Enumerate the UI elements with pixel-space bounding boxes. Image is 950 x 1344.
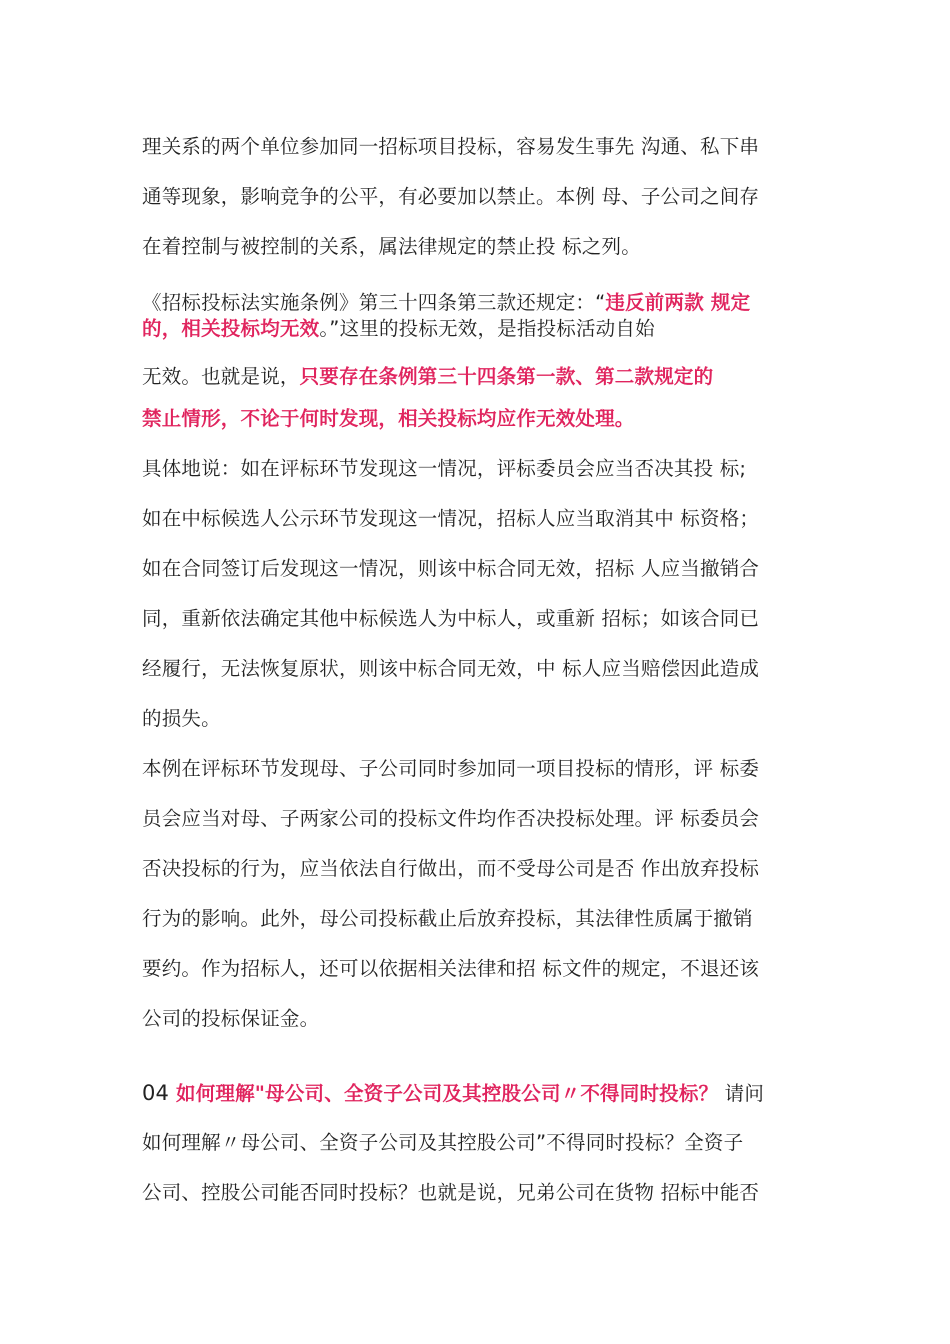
paragraph-line bbox=[142, 956, 822, 982]
body-text: 公司的投标保证金。 bbox=[142, 1007, 320, 1030]
paragraph-line bbox=[142, 364, 822, 390]
paragraph-line bbox=[142, 606, 822, 632]
section-number: 04 bbox=[142, 1081, 176, 1105]
body-text: 如何理解〃母公司、全资子公司及其控股公司”不得同时投标？全资子 bbox=[142, 1131, 744, 1154]
body-text: 如在合同签订后发现这一情况，则该中标合同无效，招标 人应当撤销合 bbox=[142, 557, 760, 580]
body-text: 。”这里的投标无效，是指投标活动自始 bbox=[319, 317, 655, 340]
body-text: 公司、控股公司能否同时投标？也就是说，兄弟公司在货物 招标中能否 bbox=[142, 1181, 760, 1204]
paragraph-line bbox=[142, 1180, 822, 1206]
body-text: 行为的影响。此外，母公司投标截止后放弃投标，其法律性质属于撤销 bbox=[142, 907, 753, 930]
body-text: 具体地说：如在评标环节发现这一情况，评标委员会应当否决其投 标; bbox=[142, 457, 747, 480]
paragraph-line bbox=[142, 406, 822, 432]
paragraph-line bbox=[142, 706, 822, 732]
body-text: 请问 bbox=[718, 1082, 765, 1105]
highlighted-text: 如何理解"母公司、全资子公司及其控股公司〃不得同时投标？ bbox=[176, 1082, 719, 1105]
section-heading-line bbox=[142, 1080, 822, 1107]
body-text: 如在中标候选人公示环节发现这一情况，招标人应当取消其中 标资格； bbox=[142, 507, 760, 530]
highlighted-text: 的，相关投标均无效 bbox=[142, 317, 320, 340]
body-text: 无效。也就是说， bbox=[142, 365, 300, 388]
body-text: 否决投标的行为，应当依法自行做出，而不受母公司是否 作出放弃投标 bbox=[142, 857, 760, 880]
paragraph-line bbox=[142, 1006, 822, 1032]
body-text: 理关系的两个单位参加同一招标项目投标，容易发生事先 沟通、私下串 bbox=[142, 135, 760, 158]
highlighted-text: 禁止情形，不论于何时发现，相关投标均应作无效处理。 bbox=[142, 407, 635, 430]
paragraph-line bbox=[142, 1130, 822, 1156]
paragraph-line bbox=[142, 316, 822, 342]
paragraph-line bbox=[142, 556, 822, 582]
body-text: 通等现象，影响竞争的公平，有必要加以禁止。本例 母、子公司之间存 bbox=[142, 185, 760, 208]
paragraph-line bbox=[142, 756, 822, 782]
paragraph-line bbox=[142, 134, 822, 160]
body-text: 《招标投标法实施条例》第三十四条第三款还规定：“ bbox=[142, 291, 606, 314]
paragraph-line bbox=[142, 234, 822, 260]
paragraph-line bbox=[142, 856, 822, 882]
paragraph-line bbox=[142, 290, 822, 316]
body-text: 要约。作为招标人，还可以依据相关法律和招 标文件的规定，不退还该 bbox=[142, 957, 760, 980]
body-text: 员会应当对母、子两家公司的投标文件均作否决投标处理。评 标委员会 bbox=[142, 807, 760, 830]
paragraph-line bbox=[142, 806, 822, 832]
body-text: 同，重新依法确定其他中标候选人为中标人，或重新 招标；如该合同已 bbox=[142, 607, 760, 630]
highlighted-text: 只要存在条例第三十四条第一款、第二款规定的 bbox=[299, 365, 714, 388]
paragraph-line bbox=[142, 184, 822, 210]
body-text: 在着控制与被控制的关系，属法律规定的禁止投 标之列。 bbox=[142, 235, 641, 258]
paragraph-line bbox=[142, 656, 822, 682]
body-text: 本例在评标环节发现母、子公司同时参加同一项目投标的情形，评 标委 bbox=[142, 757, 760, 780]
highlighted-text: 违反前两款 规定 bbox=[605, 291, 751, 314]
paragraph-line bbox=[142, 506, 822, 532]
paragraph-line bbox=[142, 906, 822, 932]
paragraph-line bbox=[142, 456, 822, 482]
body-text: 的损失。 bbox=[142, 707, 221, 730]
body-text: 经履行，无法恢复原状，则该中标合同无效，中 标人应当赔偿因此造成 bbox=[142, 657, 760, 680]
